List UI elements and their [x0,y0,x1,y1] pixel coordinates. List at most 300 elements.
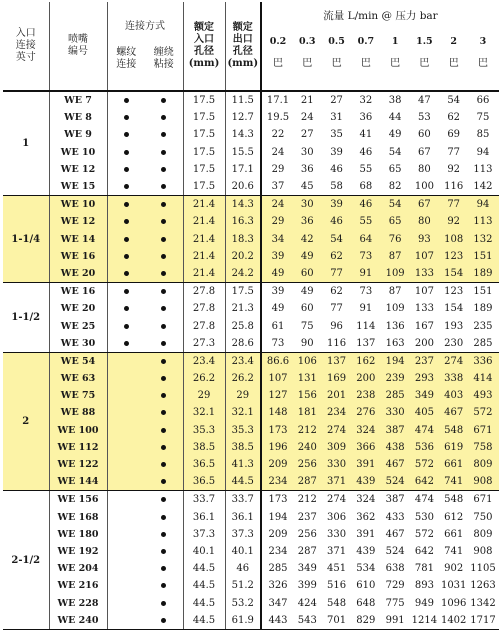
thread-connection-cell [107,543,145,560]
flow-value: 642 [414,476,434,488]
flow-value: 234 [327,407,347,419]
nozzle-model-cell: WE 112 [49,439,107,456]
inlet-size-cell: 1-1/2 [3,283,49,353]
flow-value: 137 [356,337,376,349]
nozzle-model-cell: WE 75 [49,387,107,404]
bullet-icon [124,115,129,120]
weld-connection-cell [145,577,183,594]
inlet-diameter-cell: 44.5 [183,612,225,630]
weld-connection-cell [145,387,183,404]
flow-values-cell [261,543,499,560]
thread-connection-cell [107,509,145,526]
weld-connection-cell [145,560,183,577]
flow-value: 109 [385,267,405,279]
table-row [3,404,499,421]
pressure-unit: 巴 [331,58,342,69]
flow-value: 276 [356,407,376,419]
outlet-diameter-cell: 11.5 [225,91,261,109]
flow-value: 39 [330,146,343,158]
nozzle-model-cell: WE 10 [49,144,107,161]
flow-values-cell [261,161,499,178]
flow-values-cell [261,422,499,439]
pressure-unit: 巴 [390,58,401,69]
flow-value: 67 [418,199,431,211]
flow-values-cell [261,91,499,109]
table-row [3,283,499,301]
flow-value: 49 [300,286,314,298]
flow-value: 189 [473,267,493,279]
outlet-diameter-cell: 14.3 [225,196,261,214]
outlet-diameter-cell: 41.3 [225,456,261,473]
weld-connection-cell [145,509,183,526]
flow-value: 30 [300,146,314,158]
flow-value: 572 [414,459,434,471]
table-row [3,352,499,370]
table-row [3,370,499,387]
thread-connection-cell [107,300,145,317]
flow-value: 209 [268,528,288,540]
flow-value: 572 [414,528,434,540]
flow-values-cell [261,109,499,126]
flow-value: 64 [359,233,373,245]
flow-value: 467 [385,459,405,471]
inlet-diameter-cell: 23.4 [183,352,225,370]
flow-value: 123 [444,286,464,298]
bullet-icon [161,132,166,137]
flow-value: 642 [414,545,434,557]
pressure-value: 1.5 [416,36,433,47]
table-row [3,526,499,543]
flow-value: 132 [473,233,493,245]
flow-value: 35 [330,129,343,141]
bullet-icon [161,566,166,571]
flow-value: 77 [447,199,461,211]
flow-value: 93 [418,233,431,245]
pressure-value: 1 [391,36,399,47]
flow-value: 94 [476,199,490,211]
pressure-unit: 巴 [302,58,313,69]
flow-value: 156 [297,390,317,402]
weld-connection-cell [145,422,183,439]
flow-value: 96 [330,320,343,332]
flow-value: 80 [418,216,431,228]
inlet-diameter-cell: 32.1 [183,404,225,421]
nozzle-model-cell: WE 15 [49,178,107,196]
flow-value: 524 [385,545,405,557]
outlet-diameter-cell: 25.8 [225,317,261,334]
table-row [3,612,499,630]
flow-value: 106 [297,355,317,367]
flow-value: 949 [414,597,434,609]
flow-value: 77 [330,303,343,315]
flow-value: 73 [359,250,373,262]
thread-connection-cell [107,594,145,611]
flow-value: 113 [473,216,493,228]
thread-connection-cell [107,91,145,109]
flow-values-cell [261,231,499,248]
outlet-diameter-cell: 21.3 [225,300,261,317]
flow-value: 54 [388,199,402,211]
flow-value: 391 [356,459,376,471]
flow-value: 741 [444,476,464,488]
nozzle-model-cell: WE 54 [49,352,107,370]
flow-value: 173 [268,424,288,436]
flow-value: 54 [447,95,461,107]
pressure-values [262,36,499,48]
flow-value: 274 [327,494,347,506]
flow-value: 237 [414,355,434,367]
flow-value: 991 [385,614,405,626]
bullet-icon [124,289,129,294]
bullet-icon [161,219,166,224]
bullet-icon [161,445,166,450]
inlet-diameter-cell: 17.5 [183,109,225,126]
flow-value: 548 [327,597,347,609]
table-row [3,387,499,404]
flow-value: 612 [444,511,464,523]
weld-connection-cell [145,612,183,630]
flow-value: 729 [385,580,405,592]
flow-value: 775 [385,597,405,609]
flow-value: 256 [297,459,317,471]
weld-connection-cell [145,473,183,491]
nozzle-model-cell: WE 12 [49,161,107,178]
flow-value: 493 [473,390,493,402]
flow-value: 46 [359,146,373,158]
flow-value: 240 [297,441,317,453]
flow-value: 30 [300,199,314,211]
inlet-diameter-cell: 44.5 [183,577,225,594]
flow-value: 32 [359,95,373,107]
flow-value: 371 [327,476,347,488]
flow-value: 238 [356,390,376,402]
bullet-icon [161,184,166,189]
flow-value: 163 [385,337,405,349]
flow-header [261,2,499,91]
nozzle-spec-table-container [3,2,499,630]
table-row [3,248,499,265]
bullet-icon [161,306,166,311]
nozzle-model-cell: WE 240 [49,612,107,630]
flow-value: 76 [388,233,402,245]
flow-value: 200 [356,373,376,385]
flow-value: 80 [418,163,431,175]
inlet-size-cell: 2 [3,352,49,491]
nozzle-model-cell: WE 20 [49,300,107,317]
inlet-diameter-cell: 33.7 [183,491,225,509]
thread-connection-cell [107,370,145,387]
table-row [3,335,499,353]
flow-value: 1105 [470,563,496,575]
bullet-icon [161,583,166,588]
pressure-unit: 巴 [273,58,283,69]
nozzle-model-cell: WE 192 [49,543,107,560]
weld-connection-header: 缠绕 粘接 [153,47,174,70]
flow-value: 46 [330,216,343,228]
table-row [3,265,499,283]
flow-value: 671 [473,494,493,506]
inlet-size-header: 入口 连接 英寸 [3,2,49,91]
flow-value: 330 [385,407,405,419]
table-row [3,196,499,214]
flow-values-cell [261,248,499,265]
flow-value: 49 [300,250,314,262]
thread-connection-cell [107,178,145,196]
flow-value: 131 [297,373,317,385]
bullet-icon [161,515,166,520]
flow-value: 55 [359,216,373,228]
bullet-icon [161,115,166,120]
nozzle-model-cell: WE 30 [49,335,107,353]
flow-value: 809 [473,528,493,540]
weld-connection-cell [145,109,183,126]
flow-value: 403 [444,390,464,402]
flow-value: 49 [388,129,402,141]
bullet-icon [161,289,166,294]
nozzle-model-cell: WE 156 [49,491,107,509]
inlet-diameter-cell: 36.1 [183,509,225,526]
flow-values-cell [261,213,499,230]
bullet-icon [161,150,166,155]
nozzle-model-cell: WE 180 [49,526,107,543]
flow-value: 94 [476,146,490,158]
flow-value: 39 [271,286,285,298]
flow-value: 127 [268,390,288,402]
flow-value: 196 [268,441,288,453]
flow-value: 169 [327,373,347,385]
flow-value: 29 [271,163,285,175]
bullet-icon [161,359,166,364]
pressure-value: 3 [479,36,487,47]
nozzle-model-cell: WE 100 [49,422,107,439]
flow-values-cell [261,144,499,161]
outlet-diameter-cell: 15.5 [225,144,261,161]
flow-values-cell [261,196,499,214]
flow-values-cell [261,283,499,301]
flow-value: 212 [297,424,317,436]
weld-connection-cell [145,543,183,560]
bullet-icon [161,462,166,467]
flow-value: 212 [297,494,317,506]
outlet-diameter-cell: 51.2 [225,577,261,594]
flow-value: 347 [268,597,288,609]
flow-value: 49 [271,267,285,279]
flow-values-cell [261,509,499,526]
bullet-icon [124,184,129,189]
flow-values-cell [261,526,499,543]
pressure-unit: 巴 [360,58,371,69]
inlet-diameter-cell: 36.5 [183,473,225,491]
nozzle-model-cell: WE 16 [49,248,107,265]
flow-value: 534 [356,563,376,575]
inlet-diameter-cell: 21.4 [183,196,225,214]
flow-value: 73 [271,337,285,349]
bullet-icon [161,428,166,433]
flow-value: 61 [271,320,285,332]
flow-value: 189 [473,303,493,315]
flow-value: 107 [268,373,288,385]
thread-connection-cell [107,231,145,248]
table-row [3,161,499,178]
flow-value: 256 [297,528,317,540]
flow-value: 87 [388,250,402,262]
thread-connection-cell [107,196,145,214]
inlet-diameter-cell: 21.4 [183,265,225,283]
flow-value: 235 [473,320,493,332]
flow-value: 750 [473,511,493,523]
flow-value: 1263 [470,580,496,592]
bullet-icon [161,98,166,103]
outlet-diameter-cell: 23.4 [225,352,261,370]
flow-values-cell [261,594,499,611]
nozzle-model-cell: WE 9 [49,126,107,143]
flow-value: 47 [418,95,431,107]
bullet-icon [161,479,166,484]
flow-value: 154 [444,303,464,315]
flow-value: 87 [388,286,402,298]
flow-value: 91 [359,267,373,279]
flow-value: 324 [356,424,376,436]
inlet-diameter-cell: 21.4 [183,248,225,265]
bullet-icon [124,237,129,242]
inlet-size-cell: 1 [3,91,49,196]
table-row [3,473,499,491]
weld-connection-cell [145,456,183,473]
flow-values-cell [261,387,499,404]
inlet-diameter-cell: 44.5 [183,594,225,611]
flow-value: 85 [476,129,490,141]
inlet-diameter-cell: 21.4 [183,231,225,248]
bullet-icon [124,98,129,103]
flow-value: 287 [297,476,317,488]
flow-values-cell [261,404,499,421]
thread-connection-cell [107,560,145,577]
inlet-diameter-cell: 36.5 [183,456,225,473]
flow-value: 338 [444,373,464,385]
flow-value: 21 [300,95,314,107]
outlet-diameter-cell: 32.1 [225,404,261,421]
flow-value: 17.1 [266,95,290,107]
flow-value: 46 [359,199,373,211]
outlet-diameter-cell: 17.5 [225,283,261,301]
flow-value: 467 [444,407,464,419]
thread-connection-cell [107,126,145,143]
flow-value: 893 [414,580,434,592]
table-row [3,577,499,594]
flow-value: 77 [447,146,461,158]
flow-value: 200 [414,337,434,349]
flow-value: 34 [271,233,285,245]
bullet-icon [161,237,166,242]
flow-value: 336 [473,355,493,367]
table-row [3,126,499,143]
flow-value: 548 [444,494,464,506]
flow-value: 671 [473,424,493,436]
flow-value: 451 [327,563,347,575]
flow-value: 572 [473,407,493,419]
flow-values-cell [261,300,499,317]
flow-value: 65 [388,216,402,228]
bullet-icon [161,167,166,172]
flow-value: 366 [356,441,376,453]
flow-value: 758 [473,441,493,453]
flow-value: 701 [327,614,347,626]
weld-connection-cell [145,526,183,543]
nozzle-model-cell: WE 216 [49,577,107,594]
weld-connection-cell [145,161,183,178]
nozzle-model-cell: WE 204 [49,560,107,577]
table-row [3,594,499,611]
flow-value: 371 [327,545,347,557]
pressure-value: 0.3 [299,36,316,47]
pressure-value: 0.7 [357,36,375,47]
thread-connection-cell [107,526,145,543]
flow-value: 324 [356,494,376,506]
bullet-icon [161,549,166,554]
flow-value: 829 [356,614,376,626]
inlet-diameter-cell: 17.5 [183,161,225,178]
inlet-size-cell: 1-1/4 [3,196,49,283]
outlet-diameter-cell: 40.1 [225,543,261,560]
outlet-diameter-cell: 33.7 [225,491,261,509]
bullet-icon [161,341,166,346]
nozzle-model-cell: WE 16 [49,283,107,301]
flow-value: 362 [356,511,376,523]
weld-connection-cell [145,248,183,265]
outlet-diameter-cell: 36.1 [225,509,261,526]
flow-value: 151 [473,286,493,298]
flow-value: 75 [300,320,314,332]
inlet-diameter-cell: 27.3 [183,335,225,353]
flow-value: 309 [327,441,347,453]
flow-value: 92 [447,163,461,175]
table-body [3,91,499,629]
thread-connection-cell [107,144,145,161]
flow-value: 24 [271,199,285,211]
weld-connection-cell [145,439,183,456]
flow-value: 648 [356,597,376,609]
flow-value: 230 [444,337,464,349]
flow-value: 638 [385,563,405,575]
bullet-icon [161,271,166,276]
flow-value: 136 [385,320,405,332]
inlet-diameter-cell: 27.8 [183,300,225,317]
flow-value: 438 [385,441,405,453]
flow-value: 42 [300,233,314,245]
flow-value: 60 [300,303,314,315]
flow-value: 148 [268,407,288,419]
table-row [3,213,499,230]
weld-connection-cell [145,91,183,109]
flow-value: 41 [359,129,373,141]
nozzle-model-cell: WE 14 [49,231,107,248]
flow-values-cell [261,178,499,196]
inlet-diameter-cell: 27.8 [183,317,225,334]
inlet-size-cell: 2-1/2 [3,491,49,630]
bullet-icon [161,393,166,398]
flow-value: 90 [300,337,314,349]
thread-connection-cell [107,265,145,283]
flow-value: 54 [330,233,343,245]
bullet-icon [124,219,129,224]
flow-value: 391 [356,528,376,540]
bullet-icon [124,150,129,155]
outlet-diameter-cell: 35.3 [225,422,261,439]
thread-connection-cell [107,439,145,456]
flow-value: 62 [330,250,343,262]
flow-value: 133 [414,267,434,279]
flow-value: 77 [330,267,343,279]
